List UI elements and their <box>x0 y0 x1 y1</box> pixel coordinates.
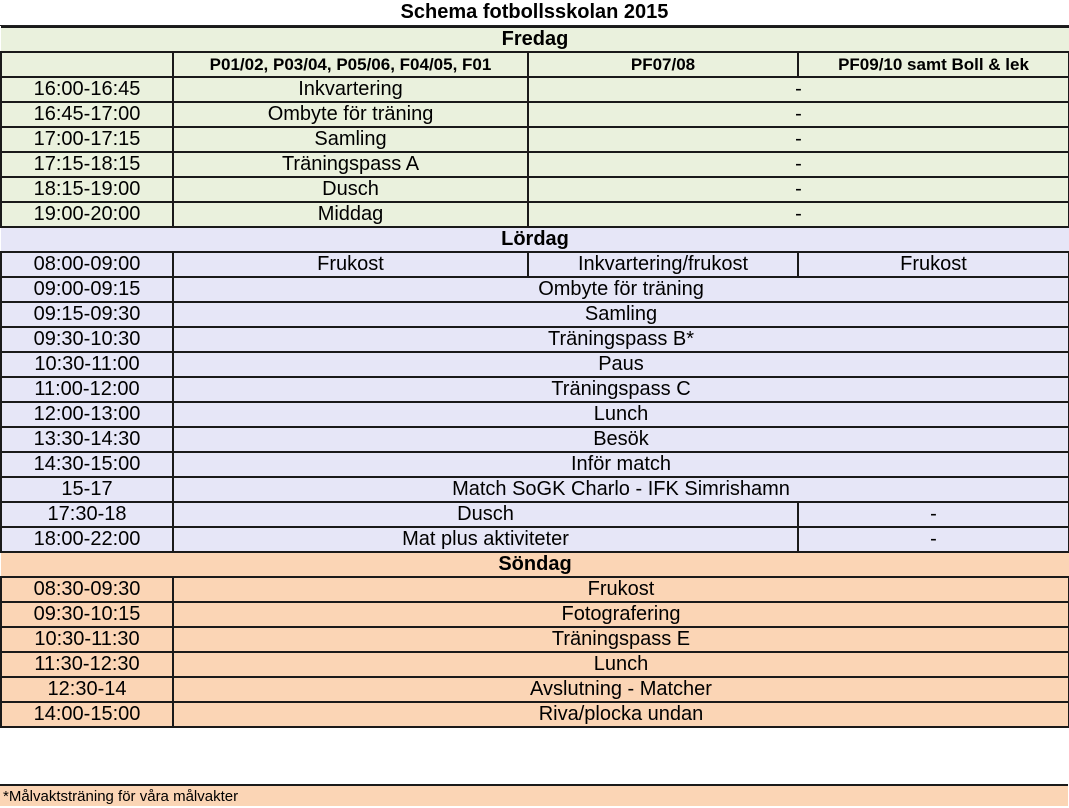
column-header: PF09/10 samt Boll & lek <box>798 52 1069 77</box>
table-row <box>1 252 1069 277</box>
table-row <box>1 577 1069 602</box>
empty-activity-cell: - <box>528 102 1069 127</box>
activity-cell: Samling <box>173 302 1069 327</box>
time-column-header <box>1 52 173 77</box>
table-row <box>1 477 1069 502</box>
day-label: Fredag <box>1 27 1069 52</box>
time-cell: 18:00-22:00 <box>1 527 173 552</box>
activity-cell: Mat plus aktiviteter <box>173 527 798 552</box>
activity-cell: Fotografering <box>173 602 1069 627</box>
time-cell: 08:00-09:00 <box>1 252 173 277</box>
activity-cell: Träningspass B* <box>173 327 1069 352</box>
empty-activity-cell: - <box>798 502 1069 527</box>
time-cell: 17:30-18 <box>1 502 173 527</box>
time-cell: 14:00-15:00 <box>1 702 173 727</box>
activity-cell: Inkvartering/frukost <box>528 252 798 277</box>
activity-cell: Match SoGK Charlo - IFK Simrishamn <box>173 477 1069 502</box>
day-header-sondag <box>1 552 1069 577</box>
day-header-lordag <box>1 227 1069 252</box>
column-header: P01/02, P03/04, P05/06, F04/05, F01 <box>173 52 528 77</box>
table-row <box>1 77 1069 102</box>
time-cell: 11:30-12:30 <box>1 652 173 677</box>
activity-cell: Träningspass C <box>173 377 1069 402</box>
schedule-title-text: Schema fotbollsskolan 2015 <box>400 1 669 23</box>
time-cell: 19:00-20:00 <box>1 202 173 227</box>
empty-activity-cell: - <box>528 77 1069 102</box>
empty-activity-cell: - <box>528 127 1069 152</box>
table-row <box>1 352 1069 377</box>
time-cell: 09:30-10:30 <box>1 327 173 352</box>
table-row <box>1 627 1069 652</box>
time-cell: 11:00-12:00 <box>1 377 173 402</box>
activity-cell: Besök <box>173 427 1069 452</box>
time-cell: 12:00-13:00 <box>1 402 173 427</box>
activity-cell: Träningspass E <box>173 627 1069 652</box>
empty-activity-cell: - <box>528 152 1069 177</box>
column-header: PF07/08 <box>528 52 798 77</box>
time-cell: 15-17 <box>1 477 173 502</box>
activity-cell: Frukost <box>798 252 1069 277</box>
activity-cell: Ombyte för träning <box>173 277 1069 302</box>
time-cell: 14:30-15:00 <box>1 452 173 477</box>
time-cell: 09:15-09:30 <box>1 302 173 327</box>
activity-cell: Lunch <box>173 402 1069 427</box>
schedule-title <box>0 0 1069 26</box>
time-cell: 10:30-11:30 <box>1 627 173 652</box>
activity-cell: Dusch <box>173 502 798 527</box>
schedule-table <box>0 26 1069 728</box>
table-row <box>1 277 1069 302</box>
table-row <box>1 327 1069 352</box>
day-label: Söndag <box>1 552 1069 577</box>
time-cell: 16:45-17:00 <box>1 102 173 127</box>
table-row <box>1 177 1069 202</box>
activity-cell: Middag <box>173 202 528 227</box>
day-label: Lördag <box>1 227 1069 252</box>
activity-cell: Dusch <box>173 177 528 202</box>
activity-cell: Samling <box>173 127 528 152</box>
table-row <box>1 127 1069 152</box>
empty-activity-cell: - <box>528 177 1069 202</box>
table-row <box>1 302 1069 327</box>
activity-cell: Inför match <box>173 452 1069 477</box>
table-row <box>1 402 1069 427</box>
activity-cell: Riva/plocka undan <box>173 702 1069 727</box>
table-row <box>1 527 1069 552</box>
table-row <box>1 377 1069 402</box>
time-cell: 16:00-16:45 <box>1 77 173 102</box>
table-row <box>1 502 1069 527</box>
activity-cell: Träningspass A <box>173 152 528 177</box>
activity-cell: Frukost <box>173 577 1069 602</box>
activity-cell: Lunch <box>173 652 1069 677</box>
table-row <box>1 702 1069 727</box>
table-row <box>1 452 1069 477</box>
time-cell: 08:30-09:30 <box>1 577 173 602</box>
column-header-row <box>1 52 1069 77</box>
activity-cell: Paus <box>173 352 1069 377</box>
footnote: *Målvaktsträning för våra målvakter <box>0 784 1068 806</box>
empty-activity-cell: - <box>798 527 1069 552</box>
table-row <box>1 152 1069 177</box>
table-row <box>1 427 1069 452</box>
table-row <box>1 652 1069 677</box>
time-cell: 09:30-10:15 <box>1 602 173 627</box>
time-cell: 09:00-09:15 <box>1 277 173 302</box>
table-row <box>1 202 1069 227</box>
table-row <box>1 677 1069 702</box>
time-cell: 10:30-11:00 <box>1 352 173 377</box>
time-cell: 12:30-14 <box>1 677 173 702</box>
day-header-fredag <box>1 27 1069 52</box>
activity-cell: Frukost <box>173 252 528 277</box>
table-row <box>1 602 1069 627</box>
time-cell: 17:15-18:15 <box>1 152 173 177</box>
activity-cell: Ombyte för träning <box>173 102 528 127</box>
activity-cell: Avslutning - Matcher <box>173 677 1069 702</box>
empty-activity-cell: - <box>528 202 1069 227</box>
time-cell: 13:30-14:30 <box>1 427 173 452</box>
activity-cell: Inkvartering <box>173 77 528 102</box>
time-cell: 18:15-19:00 <box>1 177 173 202</box>
time-cell: 17:00-17:15 <box>1 127 173 152</box>
table-row <box>1 102 1069 127</box>
